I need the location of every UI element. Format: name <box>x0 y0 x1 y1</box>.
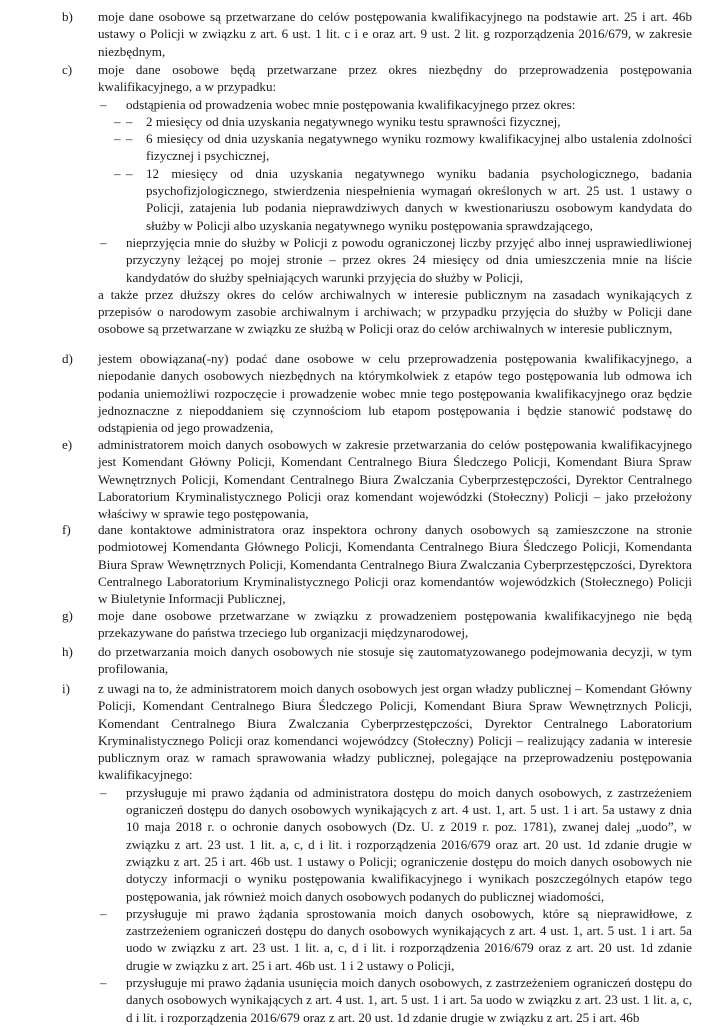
dash-bullet: – <box>100 905 107 921</box>
item-text: dane kontaktowe administratora oraz inspektora ochrony danych osobowych są zamieszczone na stronie podmiotowej Komendanta Głównego Policji, Komendanta Centralnego Biura Śledczego Policji, Komendanta Biura Spraw Wewnętrznych Policji, Komendanta Centralnego Biura Zwalczania Cyberprzestępczości, Dyrektora Centralnego Laboratorium Kryminalistycznego Policji oraz komendantów wojewódzkich (Stołecznego) Policji w Biuletynie Informacji Publicznej, <box>98 522 692 607</box>
item-label: i) <box>62 681 70 696</box>
list-item-d <box>62 350 692 436</box>
subsub-item <box>114 130 692 165</box>
sub-item-text: przysługuje mi prawo żądania usunięcia moich danych osobowych, z zastrzeżeniem ograniczeń dostępu do danych osobowych wynikających z art. 4 ust. 1, art. 5 ust. 1 i art. 5a uodo w związku z art. 23 ust. 1 lit. a, c, d i lit. i rozporządzenia 2016/679 oraz z art. 20 ust. 1d zdanie drugie w związku z art. 25 i art. 46b <box>126 975 692 1025</box>
list-item-f <box>62 521 692 607</box>
list-item-i <box>62 680 692 1026</box>
sub-item-text: przysługuje mi prawo żądania sprostowania moich danych osobowych, które są nieprawidłowe, z zastrzeżeniem ograniczeń dostępu do danych osobowych wynikających z art. 4 ust. 1, art. 5 ust. 1 i art. 5a uodo w związku z art. 23 ust. 1 lit. a, c, d i lit. i rozporządzenia 2016/679 oraz z art. 20 ust. 1d zdanie drugie w związku z art. 25 i art. 46b ust. 1 i 2 ustawy o Policji, <box>126 905 692 973</box>
double-dash-bullet: – – <box>114 165 134 181</box>
sub-item-text: przysługuje mi prawo żądania od administratora dostępu do moich danych osobowych, z zastrzeżeniem ograniczeń dostępu do danych osobowych wynikających z art. 4 ust. 1, art. 5 ust. 1 i art. 5a ustawy z dnia 10 maja 2018 r. o ochronie danych osobowych (Dz. U. z 2019 r. poz. 1781), zwanej dalej „uodo”, w związku z art. 23 ust. 1 lit. a, c, d i lit. i rozporządzenia 2016/679 oraz art. 20 ust. 1d zdanie drugie w związku z art. 25 i art. 46b ust. 1 ustawy o Policji; ograniczenie dostępu do moich danych osobowych nie dotyczy informacji o wyniku postępowania kwalifikacyjnego i wynikach poszczególnych etapów tego postępowania, jak również moich danych osobowych podanych do publicznej wiadomości, <box>126 784 692 904</box>
item-text: moje dane osobowe są przetwarzane do celów postępowania kwalifikacyjnego na podstawie art. 25 i art. 46b ustawy o Policji w związku z art. 6 ust. 1 lit. c i e oraz art. 9 ust. 2 lit. g rozporządzenia 2016/679, w zakresie niezbędnym, <box>98 9 692 59</box>
double-dash-bullet: – – <box>114 113 134 129</box>
dash-bullet: – <box>100 234 107 250</box>
item-label: c) <box>62 62 73 77</box>
item-text: moje dane osobowe będą przetwarzane przez okres niezbędny do przeprowadzenia postępowania kwalifikacyjnego, a w przypadku: <box>98 62 692 95</box>
subsub-item-text: 6 miesięcy od dnia uzyskania negatywnego wyniku rozmowy kwalifikacyjnej albo ustalenia zdolności fizycznej i psychicznej, <box>146 131 692 164</box>
item-text: jestem obowiązana(-ny) podać dane osobowe w celu przeprowadzenia postępowania kwalifikacyjnego, a niepodanie danych osobowych niezbędnych na którymkolwiek z etapów tego postępowania lub odmowa ich podania uniemożliwi rozpoczęcie i prowadzenie wobec mnie tego postępowania kwalifikacyjnego oraz będzie jednoznaczne z niepoddaniem się czynnościom lub etapom postępowania i będzie stanowić podstawę do odstąpienia od jego prowadzenia, <box>98 351 692 436</box>
item-label: g) <box>62 608 73 623</box>
list-item-b <box>62 8 692 60</box>
item-text: moje dane osobowe przetwarzane w związku z prowadzeniem postępowania kwalifikacyjnego nie będą przekazywane do państwa trzeciego lub organizacji międzynarodowej, <box>98 608 692 641</box>
double-dash-bullet: – – <box>114 131 134 147</box>
sub-item <box>100 905 692 974</box>
subsub-item <box>114 165 692 234</box>
item-text: administratorem moich danych osobowych w zakresie przetwarzania do celów postępowania kwalifikacyjnego jest Komendant Główny Policji, Komendant Centralnego Biura Śledczego Policji, Komendant Biura Spraw Wewnętrznych Policji, Komendant Centralnego Biura Zwalczania Cyberprzestępczości, Dyrektor Centralnego Laboratorium Kryminalistycznego Policji oraz komendant wojewódzki (Stołeczny) Policji – jako przełożony właściwy w sprawie tego postępowania, <box>98 437 692 522</box>
sub-item-text: odstąpienia od prowadzenia wobec mnie postępowania kwalifikacyjnego przez okres: <box>126 96 576 112</box>
item-label: h) <box>62 644 73 659</box>
item-label: d) <box>62 351 73 366</box>
item-label: e) <box>62 437 73 452</box>
item-text: z uwagi na to, że administratorem moich danych osobowych jest organ władzy publicznej – Komendant Główny Policji, Komendant Centralnego Biura Śledczego Policji, Komendant Biura Spraw Wewnętrznych Policji, Komendant Centralnego Biura Zwalczania Cyberprzestępczości, Dyrektor Centralnego Laboratorium Kryminalistycznego Policji oraz komendanci wojewódzcy (Stołeczny) Policji – realizujący zadania w interesie publicznym oraz w ramach sprawowania władzy publicznej, polegające na przeprowadzeniu postępowania kwalifikacyjnego: <box>98 681 692 783</box>
sub-item <box>100 974 692 1026</box>
subsub-item-text: 2 miesięcy od dnia uzyskania negatywnego wyniku testu sprawności fizycznej, <box>146 113 561 129</box>
list-item-e <box>62 436 692 522</box>
list-item-g <box>62 607 692 642</box>
sub-item <box>100 234 692 286</box>
dash-bullet: – <box>100 96 107 112</box>
dash-bullet: – <box>100 784 107 800</box>
item-label: f) <box>62 522 71 537</box>
sub-item-text: nieprzyjęcia mnie do służby w Policji z powodu ograniczonej liczby przyjęć albo innej usprawiedliwionej przyczyny leżącej po mojej stronie – przez okres 24 miesięcy od dnia umieszczenia mnie na liście kandydatów do służby spełniających warunki przyjęcia do służby w Policji, <box>126 234 692 285</box>
item-label: b) <box>62 9 73 24</box>
subsub-item <box>114 113 692 130</box>
item-tail-text: a także przez dłuższy okres do celów archiwalnych w interesie publicznym na zasadach wynikających z przepisów o narodowym zasobie archiwalnym i archiwach; w przypadku przyjęcia do służby w Policji dane osobowe są przetwarzane w związku ze służbą w Policji oraz do celów archiwalnych w interesie publicznym, <box>98 286 692 337</box>
list-item-c <box>62 61 692 338</box>
dash-bullet: – <box>100 975 107 991</box>
subsub-item-text: 12 miesięcy od dnia uzyskania negatywnego wyniku badania psychologicznego, badania psychofizjologicznego, stwierdzenia niespełnienia wymagań określonych w art. 25 ust. 1 ustawy o Policji, zatajenia lub podania nieprawdziwych danych w kwestionariuszu osobowym kandydata do służby w Policji albo uzyskania negatywnego wyniku postępowania sprawdzającego, <box>146 165 692 233</box>
list-item-h <box>62 643 692 678</box>
sub-item <box>100 784 692 905</box>
sub-item <box>100 96 692 113</box>
item-text: do przetwarzania moich danych osobowych nie stosuje się zautomatyzowanego podejmowania decyzji, w tym profilowania, <box>98 644 692 677</box>
